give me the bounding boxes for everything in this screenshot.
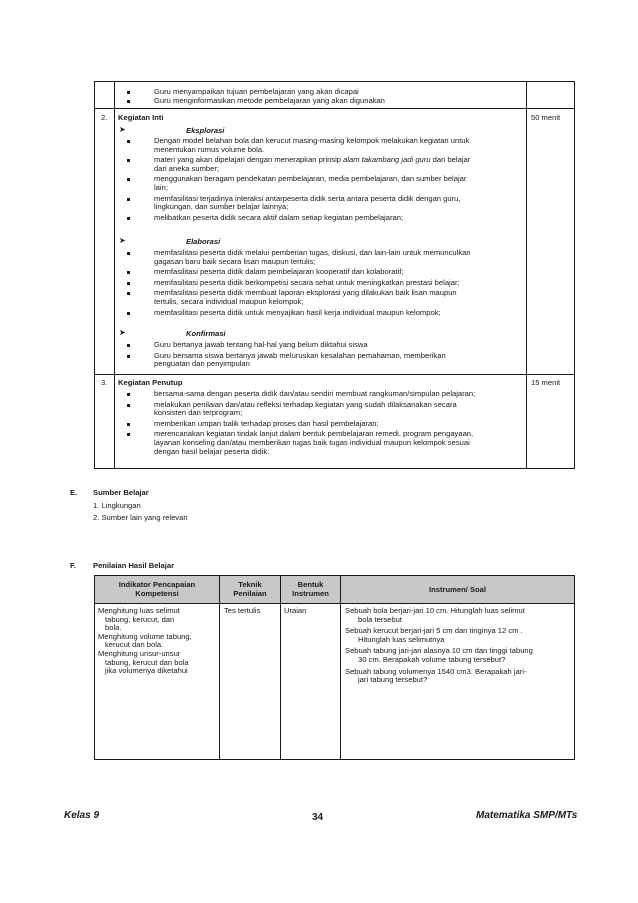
list-item: Dengan model belahan bola dan kerucut masing-masing kelompok melakukan kegiatan untuk menentukan rumus volume bola. bbox=[154, 137, 524, 154]
list-item: memfasilitasi peserta didik melalui pemberian tugas, diskusi, dan lain-lain untuk memunculkan gagasan baru baik secara lisan maupun tertulis; bbox=[154, 249, 524, 266]
list-item: melakukan penilaian dan/atau refleksi terhadap kegiatan yang sudah dilaksanakan secara konsisten dan terprogram; bbox=[154, 401, 524, 418]
section-letter: E. bbox=[70, 488, 78, 497]
arrow-bullet-icon: ➤ bbox=[119, 125, 126, 134]
row-number: 2. bbox=[101, 113, 108, 122]
list-item: Guru bersama siswa bertanya jawab meluruskan kesalahan pemahaman, memberikan penguatan dan penyimpulan bbox=[154, 352, 524, 369]
list-item: bersama-sama dengan peserta didik dan/atau sendiri membuat rangkuman/simpulan pelajaran; bbox=[154, 390, 524, 399]
row-number: 3. bbox=[101, 378, 108, 387]
list-item: merencanakan kegiatan tindak lanjut dalam bentuk pembelajaran remedi, program pengayaan, layanan konseling dan/atau memberikan tugas baik tugas individual maupun kelompok sesuai dengan hasil belajar peserta didik. bbox=[154, 430, 524, 456]
table-border-no-col bbox=[114, 81, 115, 468]
soal-cell: Sebuah bola berjari-jari 10 cm. Hitunglah luas selimut bola tersebut Sebuah kerucut berjari-jari 5 cm dan tinginya 12 cm . Hitunglah luas selimutnya Sebuah tabung jari-jari alasnya 10 cm dan tinggi tabung 30 cm. Berapakah volume tabung tersebut? Sebuah tabung volumenya 1540 cm3. Berapakah jari- jari tabung tersebut? bbox=[345, 606, 533, 685]
assessment-rule-bottom bbox=[94, 759, 575, 760]
list-item: materi yang akan dipelajari dengan menerapkan prinsip alam takambang jadi guru dan belajar dari aneka sumber; bbox=[154, 156, 524, 173]
row-title: Kegiatan Penutup bbox=[118, 378, 183, 387]
bentuk-cell: Uraian bbox=[284, 606, 307, 615]
row-title: Kegiatan Inti bbox=[118, 113, 164, 122]
elaborasi-list bbox=[154, 249, 524, 317]
konfirmasi-list bbox=[154, 341, 524, 369]
list-item: melibatkan peserta didik secara aktif dalam setiap kegiatan pembelajaran; bbox=[154, 214, 524, 223]
phase-label-elaborasi: Elaborasi bbox=[186, 237, 221, 246]
table-border-left bbox=[94, 81, 95, 468]
list-item: memfasilitasi peserta didik berkompetisi secara sehat untuk meningkatkan prestasi belajar; bbox=[154, 279, 524, 288]
column-header-teknik: Teknik Penilaian bbox=[233, 580, 267, 598]
section-title: Penilaian Hasil Belajar bbox=[93, 561, 175, 570]
row-time: 15 menit bbox=[531, 378, 561, 387]
arrow-bullet-icon: ➤ bbox=[119, 236, 126, 245]
footer-right: Matematika SMP/MTs bbox=[476, 810, 578, 821]
list-item: 1. Lingkungan bbox=[93, 501, 141, 510]
section-letter: F. bbox=[70, 561, 76, 570]
table-rule-2 bbox=[94, 108, 575, 109]
footer-left: Kelas 9 bbox=[64, 810, 100, 821]
phase-label-konfirmasi: Konfirmasi bbox=[186, 329, 226, 338]
penutup-list bbox=[154, 390, 524, 456]
teknik-cell: Tes tertulis bbox=[224, 606, 261, 615]
list-item: menggunakan beragam pendekatan pembelajaran, media pembelajaran, dan sumber belajar lain; bbox=[154, 175, 524, 192]
page-number: 34 bbox=[312, 812, 324, 823]
column-header-instrumen: Instrumen/ Soal bbox=[429, 585, 486, 594]
assessment-rule-top bbox=[94, 575, 575, 576]
table-rule-4 bbox=[94, 468, 575, 469]
column-header-indikator: Indikator Pencapaian Kompetensi bbox=[118, 580, 196, 598]
list-item: Guru menyampaikan tujuan pembelajaran yang akan dicapai bbox=[154, 88, 524, 97]
list-item: Guru menginformasikan metode pembelajaran yang akan digunakan bbox=[154, 97, 524, 106]
list-item: Guru bertanya jawab tentang hal-hal yang belum diktahui siswa bbox=[154, 341, 524, 350]
row-time: 50 menit bbox=[531, 113, 561, 122]
assessment-rule-header bbox=[94, 603, 575, 604]
section-title: Sumber Belajar bbox=[93, 488, 149, 497]
column-header-bentuk: Bentuk Instrumen bbox=[292, 580, 329, 598]
indikator-cell: Menghitung luas selimut tabung, kerucut, dan bola. Menghitung volume tabung, kerucut dan bola. Menghitung unsur-unsur tabung, kerucut dan bola jika volumenya diketahui bbox=[98, 606, 192, 676]
eksplorasi-list bbox=[154, 137, 524, 222]
phase-label-eksplorasi: Eksplorasi bbox=[186, 126, 225, 135]
table-border-right bbox=[574, 81, 575, 468]
intro-bullet-list bbox=[154, 88, 524, 105]
arrow-bullet-icon: ➤ bbox=[119, 328, 126, 337]
list-item: memfasilitasi terjadinya interaksi antarpeserta didik serta antara peserta didik dengan guru, lingkungan, dan sumber belajar lainnya; bbox=[154, 195, 524, 212]
list-item: memfasilitasi peserta didik untuk menyajikan hasil kerja individual maupun kelompok; bbox=[154, 309, 524, 318]
list-item: 2. Sumber lain yang relevan bbox=[93, 513, 188, 522]
table-rule-3 bbox=[94, 374, 575, 375]
list-item: memfasilitasi peserta didik dalam pembelajaran kooperatif dan kolaboratif; bbox=[154, 268, 524, 277]
table-rule-1 bbox=[94, 81, 575, 82]
list-item: memfasilitasi peserta didik membuat laporan eksplorasi yang dilakukan baik lisan maupun tertulis, secara individual maupun kelompok; bbox=[154, 289, 524, 306]
table-border-time-col bbox=[526, 81, 527, 468]
list-item: memberikan umpan balik terhadap proses dan hasil pembelajaran; bbox=[154, 420, 524, 429]
